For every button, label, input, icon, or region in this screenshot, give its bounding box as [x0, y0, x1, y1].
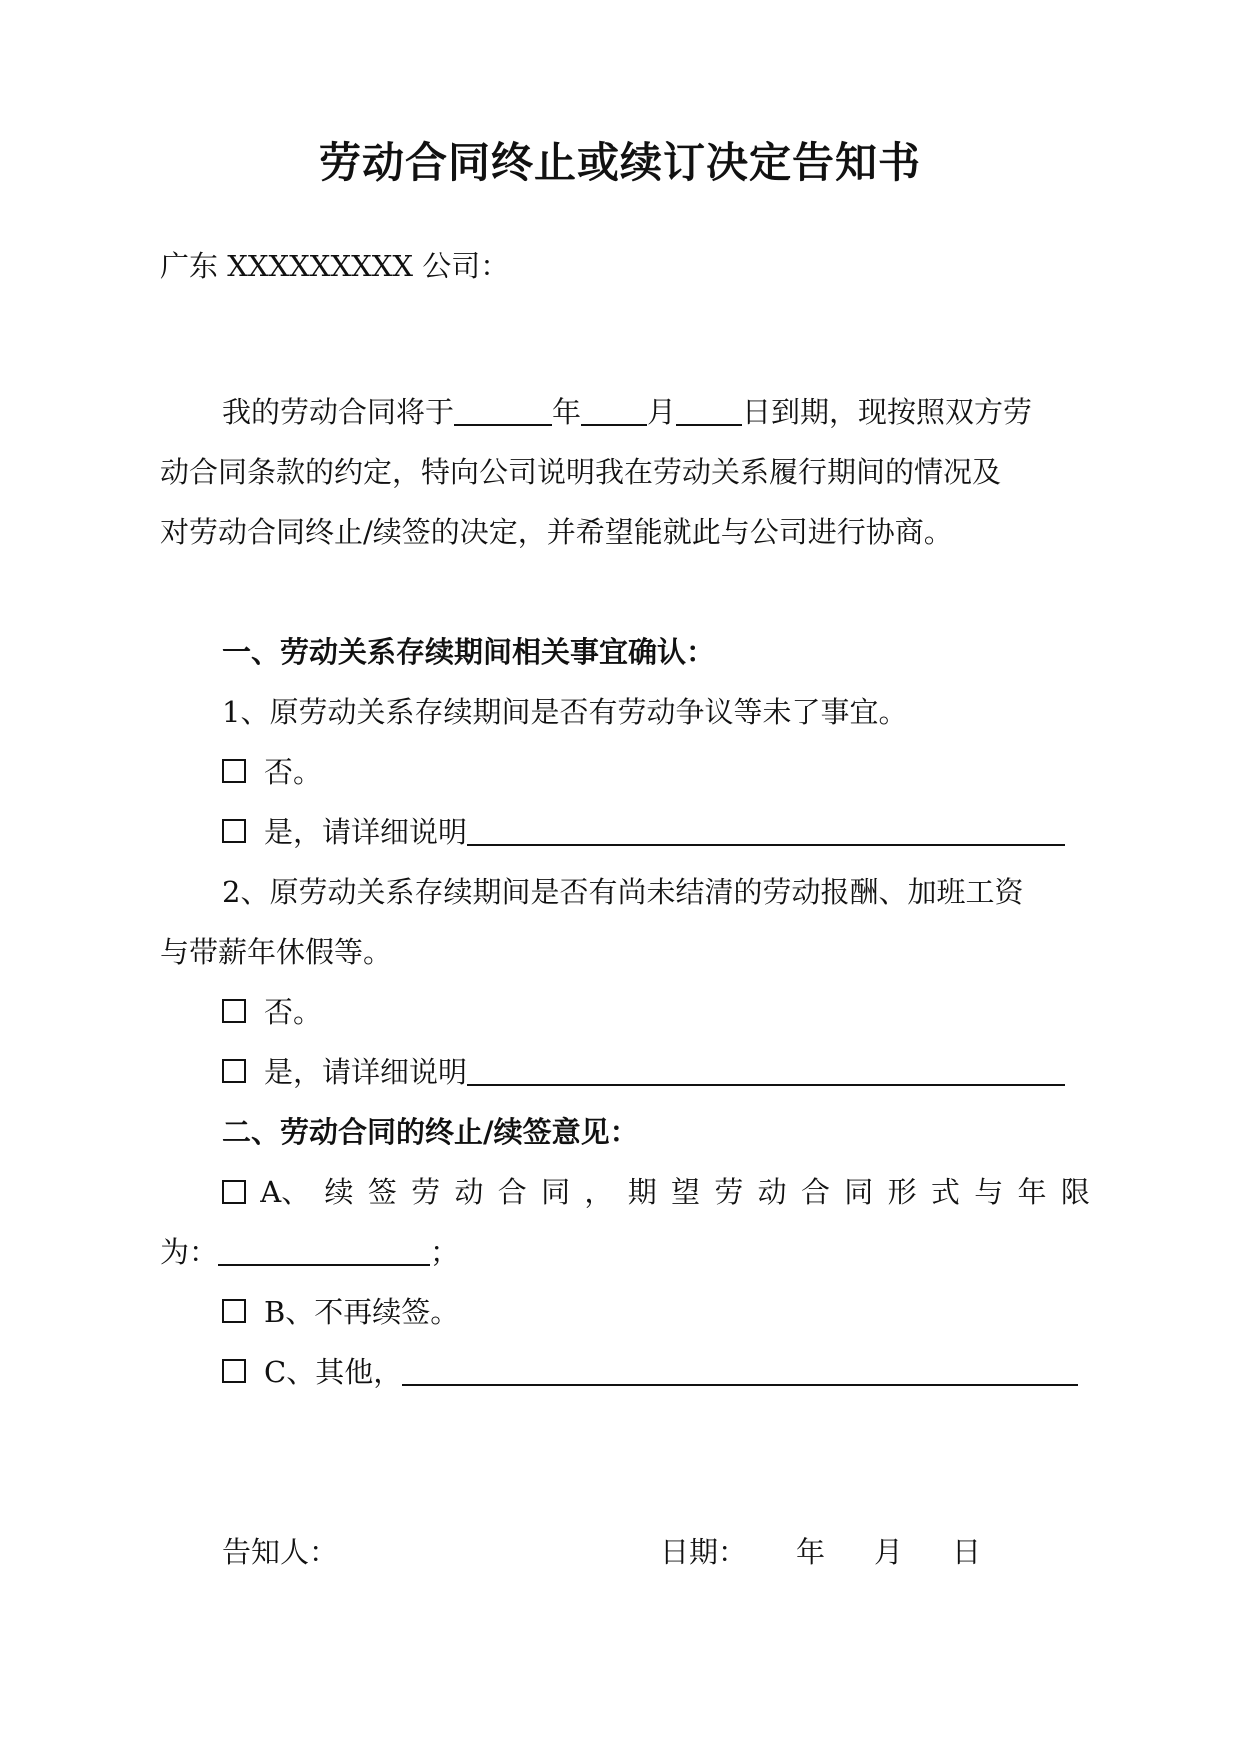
- option-a-char: 劳: [714, 1175, 744, 1209]
- option-a-char: ，: [584, 1175, 614, 1209]
- date-day: 日: [952, 1535, 982, 1569]
- day-blank[interactable]: [676, 396, 742, 426]
- option-a-char: 续: [324, 1175, 354, 1209]
- q2-yes-checkbox[interactable]: [222, 1059, 246, 1083]
- option-c-label: C、其他，: [264, 1355, 403, 1389]
- intro-line-2: 动合同条款的约定，特向公司说明我在劳动关系履行期间的情况及: [160, 455, 1002, 489]
- question-2-line-2: 与带薪年休假等。: [160, 935, 393, 969]
- option-c-checkbox[interactable]: [222, 1359, 246, 1383]
- option-a-char: 合: [800, 1175, 830, 1209]
- q1-detail-blank[interactable]: [467, 816, 1065, 846]
- q1-yes-checkbox[interactable]: [222, 819, 246, 843]
- question-2-line-1: 2、原劳动关系存续期间是否有尚未结清的劳动报酬、加班工资: [222, 875, 1024, 909]
- date-year: 年: [796, 1535, 826, 1569]
- q2-no-option[interactable]: [222, 992, 1090, 1032]
- option-a-char: 同: [844, 1175, 874, 1209]
- date-month: 月: [874, 1535, 904, 1569]
- question-1: 1、原劳动关系存续期间是否有劳动争议等未了事宜。: [222, 695, 908, 729]
- date-label: 日期：: [660, 1535, 748, 1569]
- q2-yes-option[interactable]: [222, 1052, 1090, 1092]
- option-a-char: 合: [497, 1175, 527, 1209]
- option-a-char: 动: [454, 1175, 484, 1209]
- option-a-char: 限: [1060, 1175, 1090, 1209]
- recipient-line: 广东 XXXXXXXXX 公司：: [160, 249, 510, 283]
- intro-text-a: 我的劳动合同将于: [222, 395, 455, 429]
- option-a-char: 同: [541, 1175, 571, 1209]
- contract-term-blank[interactable]: [218, 1236, 430, 1266]
- option-a-checkbox[interactable]: [222, 1180, 246, 1204]
- option-a-char: 形: [887, 1175, 917, 1209]
- option-a-line-1[interactable]: [222, 1172, 1090, 1212]
- intro-text-b: 日到期，现按照双方劳: [742, 395, 1033, 429]
- option-a-char: 与: [974, 1175, 1004, 1209]
- option-a-char: 望: [671, 1175, 701, 1209]
- intro-month-char: 月: [647, 395, 677, 429]
- q2-no-label: 否。: [264, 995, 323, 1029]
- option-a-end: ；: [430, 1235, 460, 1269]
- q2-yes-label: 是，请详细说明: [264, 1055, 468, 1089]
- option-a-char: 动: [757, 1175, 787, 1209]
- option-c[interactable]: [222, 1352, 1090, 1392]
- month-blank[interactable]: [581, 396, 647, 426]
- option-b[interactable]: [222, 1292, 1090, 1332]
- year-blank[interactable]: [454, 396, 552, 426]
- notifier-label: 告知人：: [222, 1535, 339, 1569]
- q1-yes-option[interactable]: [222, 812, 1090, 852]
- option-a-char: A、: [260, 1175, 311, 1209]
- document-title: 劳动合同终止或续订决定告知书: [318, 138, 921, 187]
- option-a-char: 劳: [411, 1175, 441, 1209]
- option-a-char: 年: [1017, 1175, 1047, 1209]
- intro-line-1: [222, 392, 1090, 432]
- option-c-blank[interactable]: [402, 1356, 1078, 1386]
- q1-yes-label: 是，请详细说明: [264, 815, 468, 849]
- q1-no-label: 否。: [264, 755, 323, 789]
- section1-heading: 一、劳动关系存续期间相关事宜确认：: [222, 635, 716, 669]
- option-a-prefix: 为：: [160, 1235, 219, 1269]
- q2-detail-blank[interactable]: [467, 1056, 1065, 1086]
- q2-no-checkbox[interactable]: [222, 999, 246, 1023]
- option-b-checkbox[interactable]: [222, 1299, 246, 1323]
- option-a-char: 签: [367, 1175, 397, 1209]
- section2-heading: 二、劳动合同的终止/续签意见：: [222, 1115, 639, 1149]
- option-a-line-2: [160, 1232, 1090, 1272]
- option-a-char: 期: [627, 1175, 657, 1209]
- q1-no-option[interactable]: [222, 752, 1090, 792]
- intro-line-3: 对劳动合同终止/续签的决定，并希望能就此与公司进行协商。: [160, 515, 953, 549]
- q1-no-checkbox[interactable]: [222, 759, 246, 783]
- option-a-char: 式: [930, 1175, 960, 1209]
- intro-year-char: 年: [552, 395, 582, 429]
- option-b-label: B、不再续签。: [264, 1295, 460, 1329]
